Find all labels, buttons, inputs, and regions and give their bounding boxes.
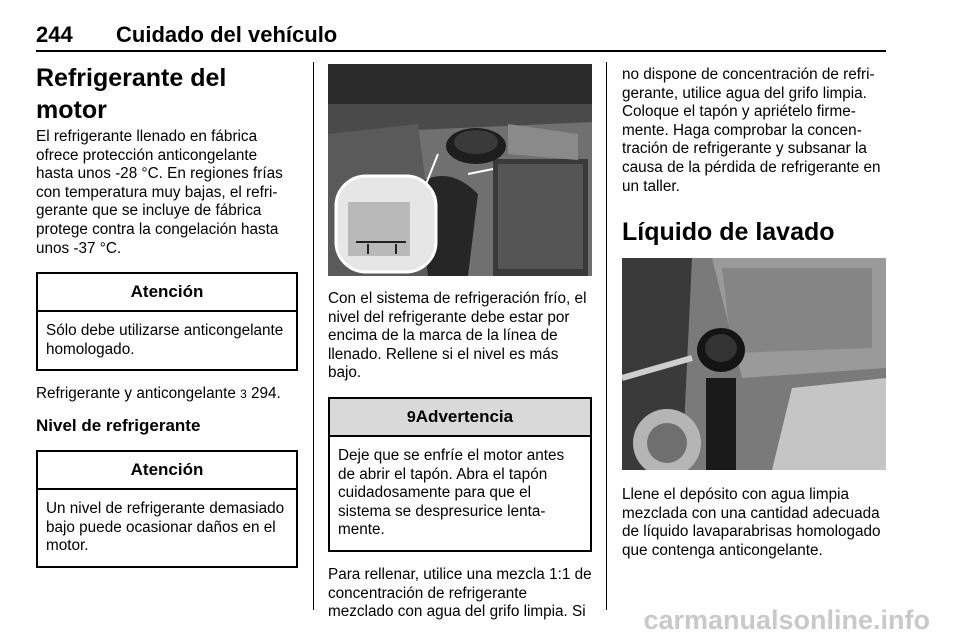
notice-title: Atención bbox=[38, 274, 296, 312]
coolant-title: Refrigerante del motor bbox=[36, 64, 227, 124]
refill-text: Para rellenar, utilice una mezcla 1:1 de concentración de refrigerante mezclado con agua del grifo limpia. Si bbox=[328, 565, 592, 621]
washer-fluid-title: Líquido de lavado bbox=[622, 218, 835, 247]
page-number: 244 bbox=[36, 22, 73, 47]
column-right bbox=[622, 56, 888, 561]
refill-text-continued: no dispone de concentración de refrigerante, utilice agua del grifo limpia. Coloque el tapón y apriételo firmemente. Haga comprobar la concentración de refrigerante y subsanar la causa de la pérdida de refrigerante en un taller. bbox=[622, 66, 881, 195]
reference-text: Refrigerante y anticongelante bbox=[36, 385, 236, 403]
column-left bbox=[36, 56, 298, 582]
warning-icon: 9 bbox=[406, 408, 416, 426]
coolant-intro: El refrigerante llenado en fábrica ofrece protección anticongelante hasta unos -28 °C. En regiones frías con temperatura muy bajas, el refrigerante que se incluye de fábrica protege contra la congelación hasta unos -37 °C. bbox=[36, 128, 283, 257]
coolant-reservoir-photo bbox=[328, 64, 592, 276]
watermark: carmanualsonline.info bbox=[643, 605, 930, 635]
notice-text: Sólo debe utilizarse anticongelante homologado. bbox=[46, 322, 284, 358]
warning-title: Advertencia bbox=[415, 406, 514, 426]
section-title: Cuidado del vehículo bbox=[116, 22, 338, 47]
notice-text: Un nivel de refrigerante demasiado bajo puede ocasionar daños en el motor. bbox=[46, 499, 285, 555]
warning-box bbox=[328, 397, 592, 552]
column-middle bbox=[328, 56, 592, 622]
notice-box bbox=[36, 450, 298, 568]
coolant-level-text: Con el sistema de refrigeración frío, el nivel del refrigerante debe estar por encima de la marca de la línea de llenado. Rellene si el nivel es más bajo. bbox=[328, 290, 587, 382]
warning-title-bar bbox=[330, 399, 590, 437]
cross-reference[interactable] bbox=[36, 385, 298, 404]
column-divider bbox=[606, 62, 607, 610]
notice-title: Atención bbox=[38, 452, 296, 490]
reference-page: 294. bbox=[251, 385, 281, 403]
page-header bbox=[36, 18, 886, 50]
column-divider bbox=[313, 62, 314, 610]
coolant-level-subtitle: Nivel de refrigerante bbox=[36, 415, 201, 435]
reference-arrow-icon: 3 bbox=[240, 387, 247, 402]
washer-reservoir-photo bbox=[622, 258, 886, 470]
notice-box bbox=[36, 272, 298, 371]
header-rule bbox=[36, 50, 886, 52]
warning-text: Deje que se enfríe el motor antes de abrir el tapón. Abra el tapón cuidadosamente para que el sistema se despresurice lentamente. bbox=[338, 446, 565, 539]
washer-fluid-text: Llene el depósito con agua limpia mezclada con una cantidad adecuada de líquido lavaparabrisas homologado que contenga anticongelante. bbox=[622, 486, 881, 559]
